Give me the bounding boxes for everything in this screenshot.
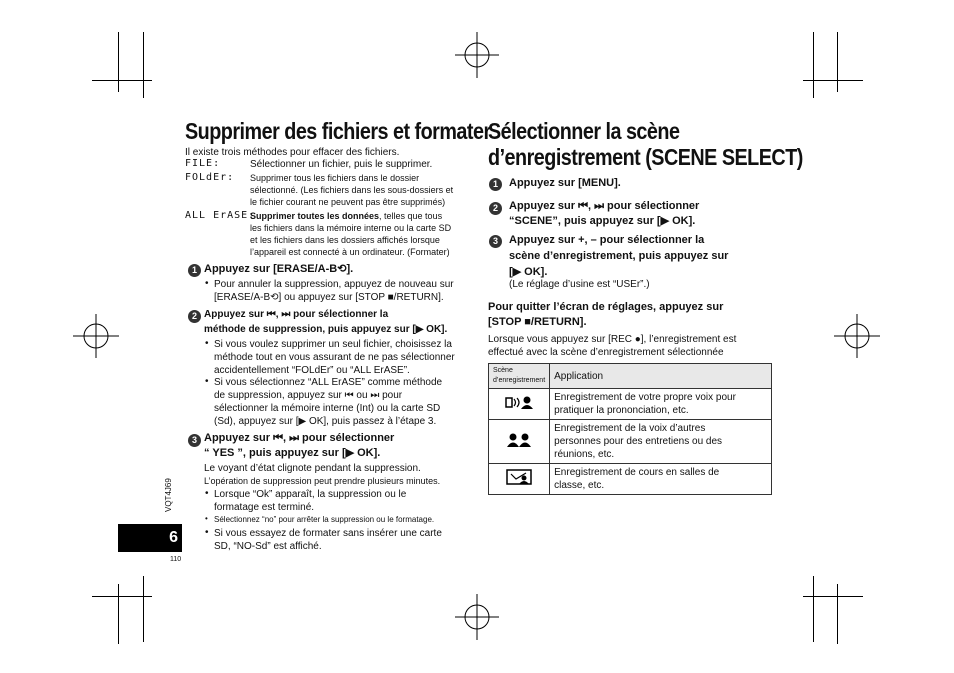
bullet-icon: • (205, 488, 209, 499)
lcd-code: FOLdEr: (185, 172, 235, 183)
section-title: Supprimer des fichiers et formater (185, 118, 491, 144)
classroom-icon (505, 468, 533, 486)
page-tab: 6 (118, 524, 182, 552)
table-row: Enregistrement de cours en salles de classe, etc. (489, 464, 772, 495)
step-note: Si vous voulez supprimer un seul fichier, choisissez la méthode tout en vous assurant de ne pas sélectionner accidentellement “FOLdEr” ou “ALL ErASE”. (214, 339, 455, 376)
lcd-code: ALL ErASE: (185, 210, 256, 221)
step-note: Si vous essayez de formater sans insérer une carte SD, “NO-Sd” est affiché. (214, 528, 442, 552)
table-row: Enregistrement de votre propre voix pour pratiquer la prononciation, etc. (489, 389, 772, 420)
step-number: 1 (188, 264, 201, 277)
step-number: 1 (489, 178, 502, 191)
doc-code: VQT4J69 (164, 478, 173, 512)
step-note: Sélectionnez “no” pour arrêter la suppression ou le formatage. (214, 515, 435, 524)
header-application: Application (550, 364, 772, 389)
step-text: Appuyez sur ⏮, ⏭ pour sélectionner “ YES ”, puis appuyez sur [▶ OK]. (204, 432, 395, 459)
quit-text: Lorsque vous appuyez sur [REC ●], l’enregistrement est effectué avec la scène d’enregistrement sélectionnée (488, 334, 737, 358)
step-note: (Le réglage d’usine est “USEr”.) (509, 279, 650, 290)
method-desc: Sélectionner un fichier, puis le supprimer. (250, 159, 433, 170)
table-header-row (489, 364, 772, 389)
step-number: 2 (489, 202, 502, 215)
step-text: Appuyez sur ⏮, ⏭ pour sélectionner la méthode de suppression, puis appuyez sur [▶ OK]. (204, 309, 448, 335)
method-desc: Supprimer tous les fichiers dans le dossier sélectionné. (Les fichiers dans les sous-dossiers et le fichier courant ne peuvent pas être supprimés) (250, 173, 454, 207)
bullet-icon: • (205, 278, 209, 289)
bullet-icon: • (205, 514, 208, 523)
step-text: Appuyez sur +, – pour sélectionner la scène d’enregistrement, puis appuyez sur [▶ OK]. (509, 234, 729, 278)
bullet-icon: • (205, 376, 209, 387)
self-voice-icon (504, 394, 534, 410)
scene-table (488, 363, 772, 495)
step-text: Appuyez sur [ERASE/A-B⟲]. (204, 263, 354, 275)
step-note: Si vous sélectionnez “ALL ErASE” comme méthode de suppression, appuyez sur ⏮ ou ⏭ pour sélectionner la mémoire interne (Int) ou la carte SD (Sd), appuyez sur [▶ OK], puis passez à l’étape 3. (214, 377, 443, 427)
method-desc: Supprimer toutes les données, telles que tous les fichiers dans la mémoire interne ou la carte SD et les fichiers dans les dossiers affichés lorsque l’appareil est connecté à un ordinateur. (Formater) (250, 211, 452, 257)
quit-heading: Pour quitter l’écran de réglages, appuyez sur [STOP ■/RETURN]. (488, 301, 724, 328)
lcd-code: FILE: (185, 158, 221, 169)
two-persons-icon (506, 432, 532, 448)
bullet-icon: • (205, 527, 209, 538)
step-note: Lorsque “Ok” apparaît, la suppression ou le formatage est terminé. (214, 489, 407, 513)
step-note: Pour annuler la suppression, appuyez de nouveau sur [ERASE/A-B⟲] ou appuyez sur [STOP ■/RETURN]. (214, 279, 454, 303)
section-title: Sélectionner la scène d’enregistrement (SCENE SELECT) (488, 118, 803, 170)
step-note: L’opération de suppression peut prendre plusieurs minutes. (204, 476, 441, 486)
table-row: Enregistrement de la voix d’autres personnes pour des entretiens ou des réunions, etc. (489, 420, 772, 464)
step-text: Appuyez sur [MENU]. (509, 177, 621, 189)
intro-text: Il existe trois méthodes pour effacer des fichiers. (185, 147, 400, 158)
step-number: 3 (489, 235, 502, 248)
step-number: 2 (188, 310, 201, 323)
step-note: Le voyant d’état clignote pendant la suppression. (204, 463, 421, 474)
header-scene: Scène d’enregistrement (489, 364, 550, 389)
step-number: 3 (188, 434, 201, 447)
bullet-icon: • (205, 338, 209, 349)
step-text: Appuyez sur ⏮, ⏭ pour sélectionner “SCENE”, puis appuyez sur [▶ OK]. (509, 200, 700, 227)
page-number: 110 (170, 556, 182, 563)
